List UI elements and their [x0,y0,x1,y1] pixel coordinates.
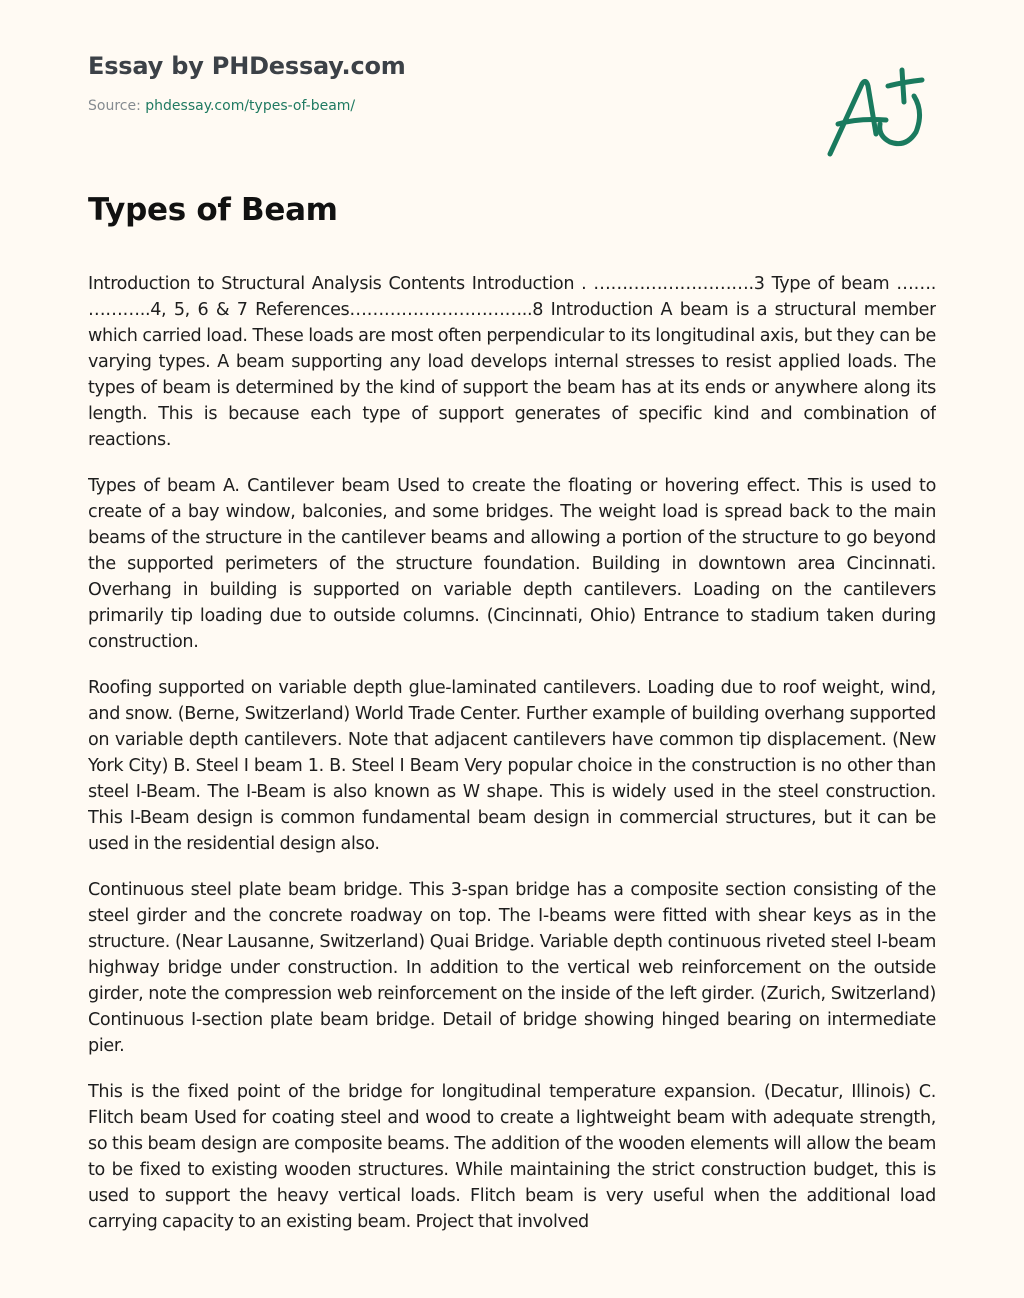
source-label: Source: [88,98,146,114]
essay-paragraph: This is the fixed point of the bridge for longitudinal temperature expansion. (Decatur, Illinois) C. Flitch beam Used for coating steel and wood to create a lightweight beam with adequate strength, so this beam design are composite beams. The addition of the wooden elements will allow the beam to be fixed to existing wooden structures. While maintaining the strict construction budget, this is used to support the heavy vertical loads. Flitch beam is very useful when the additional load carrying capacity to an existing beam. Project that involved [88,1082,936,1232]
essay-title: Types of Beam [88,192,338,228]
source-line [88,96,406,116]
site-title: Essay by PHDessay.com [88,52,406,80]
source-link[interactable]: phdessay.com/types-of-beam/ [145,98,356,114]
page-header [88,48,406,116]
essay-paragraph: Types of beam A. Cantilever beam Used to create the floating or hovering effect. This is used to create of a bay window, balconies, and some bridges. The weight load is spread back to the main beams of the structure in the cantilever beams and allowing a portion of the structure to go beyond the supported perimeters of the structure foundation. Building in downtown area Cincinnati. Overhang in building is supported on variable depth cantilevers. Loading on the cantilevers primarily tip loading due to outside columns. (Cincinnati, Ohio) Entrance to stadium taken during construction. [88,476,936,652]
essay-paragraph: Continuous steel plate beam bridge. This 3-span bridge has a composite section consisting of the steel girder and the concrete roadway on top. The I-beams were fitted with shear keys as in the structure. (Near Lausanne, Switzerland) Quai Bridge. Variable depth continuous riveted steel I-beam highway bridge under construction. In addition to the vertical web reinforcement on the outside girder, note the compression web reinforcement on the inside of the left girder. (Zurich, Switzerland) Continuous I-section plate beam bridge. Detail of bridge showing hinged bearing on intermediate pier. [88,880,936,1056]
essay-body [88,271,936,1250]
essay-paragraph: Introduction to Structural Analysis Contents Introduction . ……………………….3 Type of beam ……. ………..4, 5, 6 & 7 References…………………………..8 Introduction A beam is a structural member which carried load. These loads are most often perpendicular to its longitudinal axis, but they can be varying types. A beam supporting any load develops internal stresses to resist applied loads. The types of beam is determined by the kind of support the beam has at its ends or anywhere along its length. This is because each type of support generates of specific kind and combination of reactions. [88,274,936,450]
essay-paragraph: Roofing supported on variable depth glue-laminated cantilevers. Loading due to roof weight, wind, and snow. (Berne, Switzerland) World Trade Center. Further example of building overhang supported on variable depth cantilevers. Note that adjacent cantilevers have common tip displacement. (New York City) B. Steel I beam 1. B. Steel I Beam Very popular choice in the construction is no other than steel I-Beam. The I-Beam is also known as W shape. This is widely used in the steel construction. This I-Beam design is common fundamental beam design in commercial structures, but it can be used in the residential design also. [88,678,936,854]
a-plus-grade-icon [820,62,930,162]
